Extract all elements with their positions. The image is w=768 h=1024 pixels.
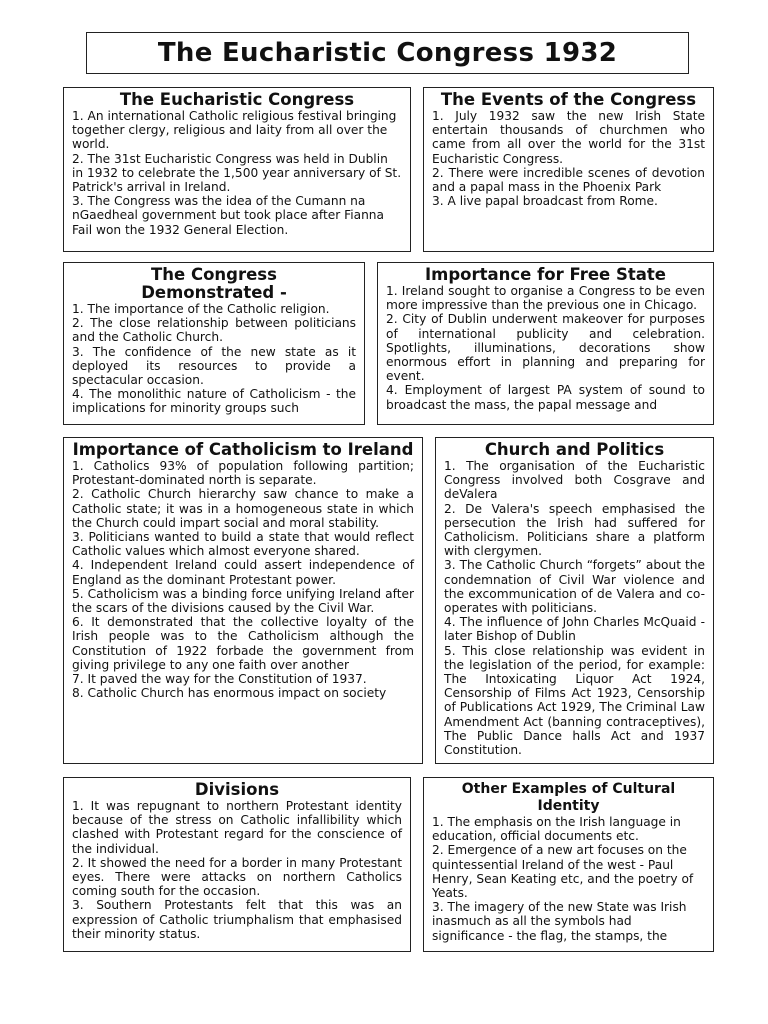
section-heading: Divisions — [194, 780, 280, 799]
list-item: 1. Catholics 93% of population following partition; Protestant-dominated north is separate. — [72, 459, 414, 488]
list-item: 5. This close relationship was evident in the legislation of the period, for example: The Intoxicating Liquor Act 1924, Censorship of Films Act 1923, Censorship of Publications Act 1929, The Criminal Law Amendment Act (banning contraceptives), The Public Dance halls Act and 1937 Constitution. — [444, 643, 705, 758]
list-item: 4. The monolithic nature of Catholicism - the implications for minority groups such — [72, 387, 356, 416]
list-item: 8. Catholic Church has enormous impact on society — [72, 686, 387, 701]
list-item: 4. Independent Ireland could assert independence of England as the dominant Protestant power. — [72, 558, 414, 587]
section-church-politics — [435, 437, 714, 764]
section-events — [423, 87, 714, 252]
section-heading: Church and Politics — [484, 440, 665, 459]
section-heading: The Eucharistic Congress — [119, 90, 355, 109]
list-item: 7. It paved the way for the Constitution of 1937. — [72, 672, 367, 687]
list-item: 2. Emergence of a new art focuses on the quintessential Ireland of the west - Paul Henry, Sean Keating etc, and the poetry of Yeats. — [432, 843, 694, 901]
section-heading: The Congress Demonstrated - — [141, 265, 287, 302]
list-item: 3. The Congress was the idea of the Cumann na nGaedheal government but took place after Fianna Fail won the 1932 General Election. — [72, 194, 384, 237]
list-item: 1. The emphasis on the Irish language in education, official documents etc. — [432, 815, 681, 844]
list-item: 4. Employment of largest PA system of sound to broadcast the mass, the papal message and — [386, 383, 705, 412]
list-item: 2. City of Dublin underwent makeover for purposes of international publicity and celebration. Spotlights, illuminations, decorations show enormous effort in planning and preparing for event. — [386, 312, 705, 384]
list-item: 1. Ireland sought to organise a Congress to be even more impressive than the previous one in Chicago. — [386, 284, 705, 313]
list-item: 2. De Valera's speech emphasised the persecution the Irish had suffered for Catholicism. Politicians share a platform with clergymen. — [444, 501, 705, 559]
section-catholicism-ireland — [63, 437, 423, 764]
list-item: 2. Catholic Church hierarchy saw chance to make a Catholic state; it was in a homogeneous state in which the Church could impart social and moral stability. — [72, 487, 414, 530]
list-item: 1. The organisation of the Eucharistic Congress involved both Cosgrave and deValera — [444, 459, 705, 502]
list-item: 3. The imagery of the new State was Irish inasmuch as all the symbols had significance - the flag, the stamps, the — [432, 900, 687, 943]
page-title: The Eucharistic Congress 1932 — [157, 38, 618, 68]
list-item: 5. Catholicism was a binding force unifying Ireland after the scars of the divisions caused by the Civil War. — [72, 586, 414, 616]
list-item: 4. The influence of John Charles McQuaid - later Bishop of Dublin — [444, 615, 705, 644]
section-heading: Importance of Catholicism to Ireland — [72, 440, 414, 459]
list-item: 1. An international Catholic religious festival bringing together clergy, religious and laity from all over the world. — [72, 109, 397, 152]
list-item: 1. July 1932 saw the new Irish State entertain thousands of churchmen who came from all over the world for the 31st Eucharistic Congress. — [432, 109, 705, 166]
section-importance-free-state — [377, 262, 714, 425]
list-item: 1. The importance of the Catholic religion. — [72, 302, 330, 316]
list-item: 1. It was repugnant to northern Protestant identity because of the stress on Catholic infallibility which clashed with Protestant regard for the conscience of the individual. — [72, 799, 402, 856]
section-heading: Other Examples of Cultural Identity — [461, 781, 676, 814]
list-item: 6. It demonstrated that the collective loyalty of the Irish people was to the Catholicism although the Constitution of 1922 forbade the government from giving privilege to any one faith over another — [72, 615, 414, 672]
section-heading: The Events of the Congress — [440, 90, 697, 109]
list-item: 3. Politicians wanted to build a state that would reflect Catholic values which almost everyone shared. — [72, 530, 414, 559]
page-title-box — [86, 32, 689, 74]
section-divisions — [63, 777, 411, 952]
list-item: 3. The confidence of the new state as it deployed its resources to provide a spectacular occasion. — [72, 344, 356, 388]
section-heading: Importance for Free State — [425, 265, 666, 284]
list-item: 2. It showed the need for a border in many Protestant eyes. There were attacks on northern Catholics coming south for the occasion. — [72, 855, 402, 899]
list-item: 2. The 31st Eucharistic Congress was held in Dublin in 1932 to celebrate the 1,500 year anniversary of St. Patrick's arrival in Ireland. — [72, 151, 402, 195]
list-item: 2. There were incredible scenes of devotion and a papal mass in the Phoenix Park — [432, 165, 705, 195]
list-item: 3. The Catholic Church “forgets” about the condemnation of Civil War violence and the excommunication of de Valera and co-operates with politicians. — [444, 558, 705, 616]
section-eucharistic-congress — [63, 87, 411, 252]
list-item: 3. Southern Protestants felt that this was an expression of Catholic triumphalism that emphasised their minority status. — [72, 898, 402, 941]
section-cultural-identity — [423, 777, 714, 952]
list-item: 2. The close relationship between politicians and the Catholic Church. — [72, 316, 356, 345]
list-item: 3. A live papal broadcast from Rome. — [432, 194, 658, 209]
section-congress-demonstrated — [63, 262, 365, 425]
